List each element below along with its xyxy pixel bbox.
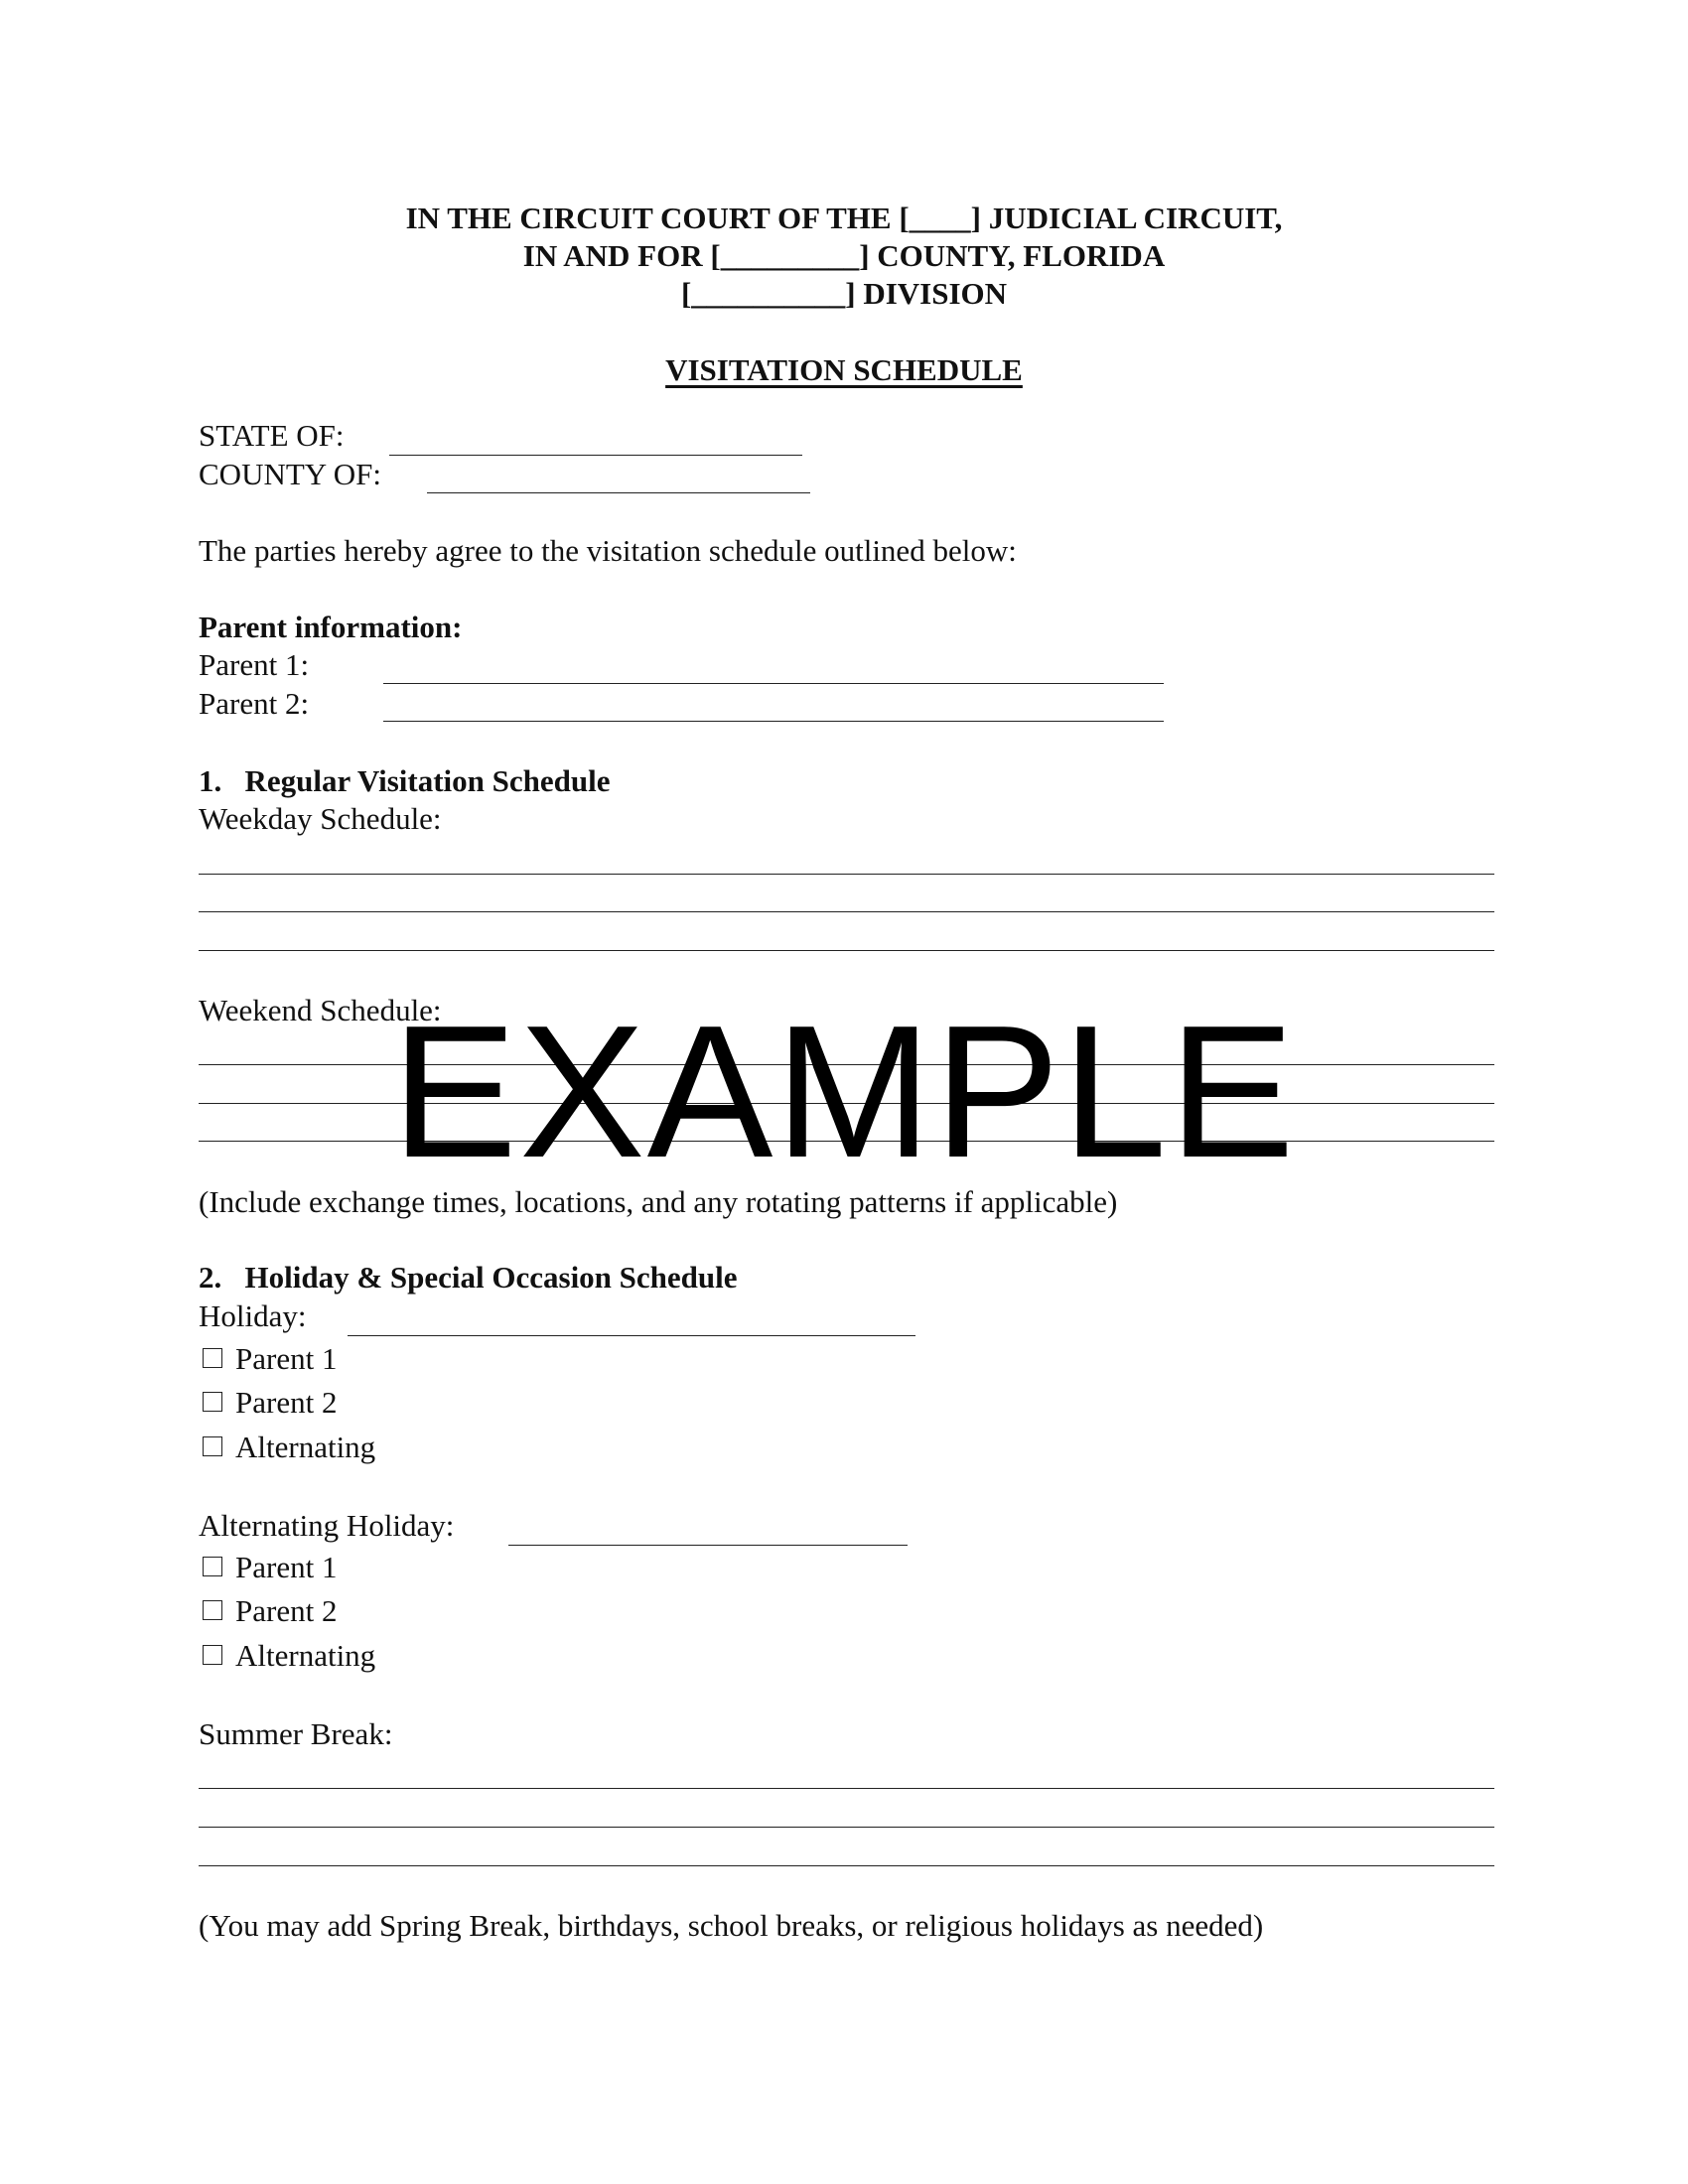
alt-holiday-parent-2-checkbox[interactable] <box>203 1600 222 1620</box>
parent-info-heading: Parent information: <box>199 610 463 644</box>
holiday-parent-2-label: Parent 2 <box>235 1385 338 1420</box>
alt-holiday-parent-1-checkbox[interactable] <box>203 1557 222 1576</box>
holiday-parent-1-checkbox[interactable] <box>203 1348 222 1368</box>
holiday-field[interactable] <box>348 1335 915 1336</box>
summer-line-3[interactable] <box>199 1865 1494 1866</box>
example-watermark: EXAMPLE <box>391 987 1297 1197</box>
alt-holiday-parent-1-label: Parent 1 <box>235 1550 338 1584</box>
holiday-alternating-checkbox[interactable] <box>203 1436 222 1456</box>
weekday-line-2[interactable] <box>199 911 1494 912</box>
holiday-label: Holiday: <box>199 1298 307 1333</box>
parent-1-label: Parent 1: <box>199 647 310 682</box>
section-2-note: (You may add Spring Break, birthdays, school breaks, or religious holidays as needed) <box>199 1908 1264 1943</box>
state-field[interactable] <box>389 455 802 456</box>
summer-line-2[interactable] <box>199 1827 1494 1828</box>
county-field[interactable] <box>427 492 810 493</box>
parent-2-field[interactable] <box>383 721 1164 722</box>
court-header-line-3: [__________] DIVISION <box>680 276 1008 311</box>
county-label: COUNTY OF: <box>199 457 382 491</box>
alt-holiday-alternating-checkbox[interactable] <box>203 1645 222 1665</box>
document-title: VISITATION SCHEDULE <box>665 352 1023 387</box>
alternating-holiday-field[interactable] <box>508 1545 908 1546</box>
weekend-label: Weekend Schedule: <box>199 993 442 1027</box>
section-1-note: (Include exchange times, locations, and any rotating patterns if applicable) <box>199 1184 1118 1219</box>
holiday-alternating-label: Alternating <box>235 1430 376 1464</box>
weekday-label: Weekday Schedule: <box>199 801 442 836</box>
weekday-line-3[interactable] <box>199 950 1494 951</box>
summer-break-label: Summer Break: <box>199 1716 393 1751</box>
section-2-heading: 2. Holiday & Special Occasion Schedule <box>199 1260 738 1295</box>
summer-line-1[interactable] <box>199 1788 1494 1789</box>
alt-holiday-alternating-label: Alternating <box>235 1638 376 1673</box>
alternating-holiday-label: Alternating Holiday: <box>199 1508 455 1543</box>
parent-1-field[interactable] <box>383 683 1164 684</box>
holiday-parent-2-checkbox[interactable] <box>203 1392 222 1412</box>
alt-holiday-parent-2-label: Parent 2 <box>235 1593 338 1628</box>
state-label: STATE OF: <box>199 418 345 453</box>
court-header-line-2: IN AND FOR [_________] COUNTY, FLORIDA <box>522 238 1166 273</box>
holiday-parent-1-label: Parent 1 <box>235 1341 338 1376</box>
court-header-line-1: IN THE CIRCUIT COURT OF THE [____] JUDICIAL CIRCUIT, <box>405 201 1283 235</box>
weekday-line-1[interactable] <box>199 874 1494 875</box>
section-1-heading: 1. Regular Visitation Schedule <box>199 763 611 798</box>
parent-2-label: Parent 2: <box>199 686 310 721</box>
intro-text: The parties hereby agree to the visitation schedule outlined below: <box>199 533 1017 568</box>
